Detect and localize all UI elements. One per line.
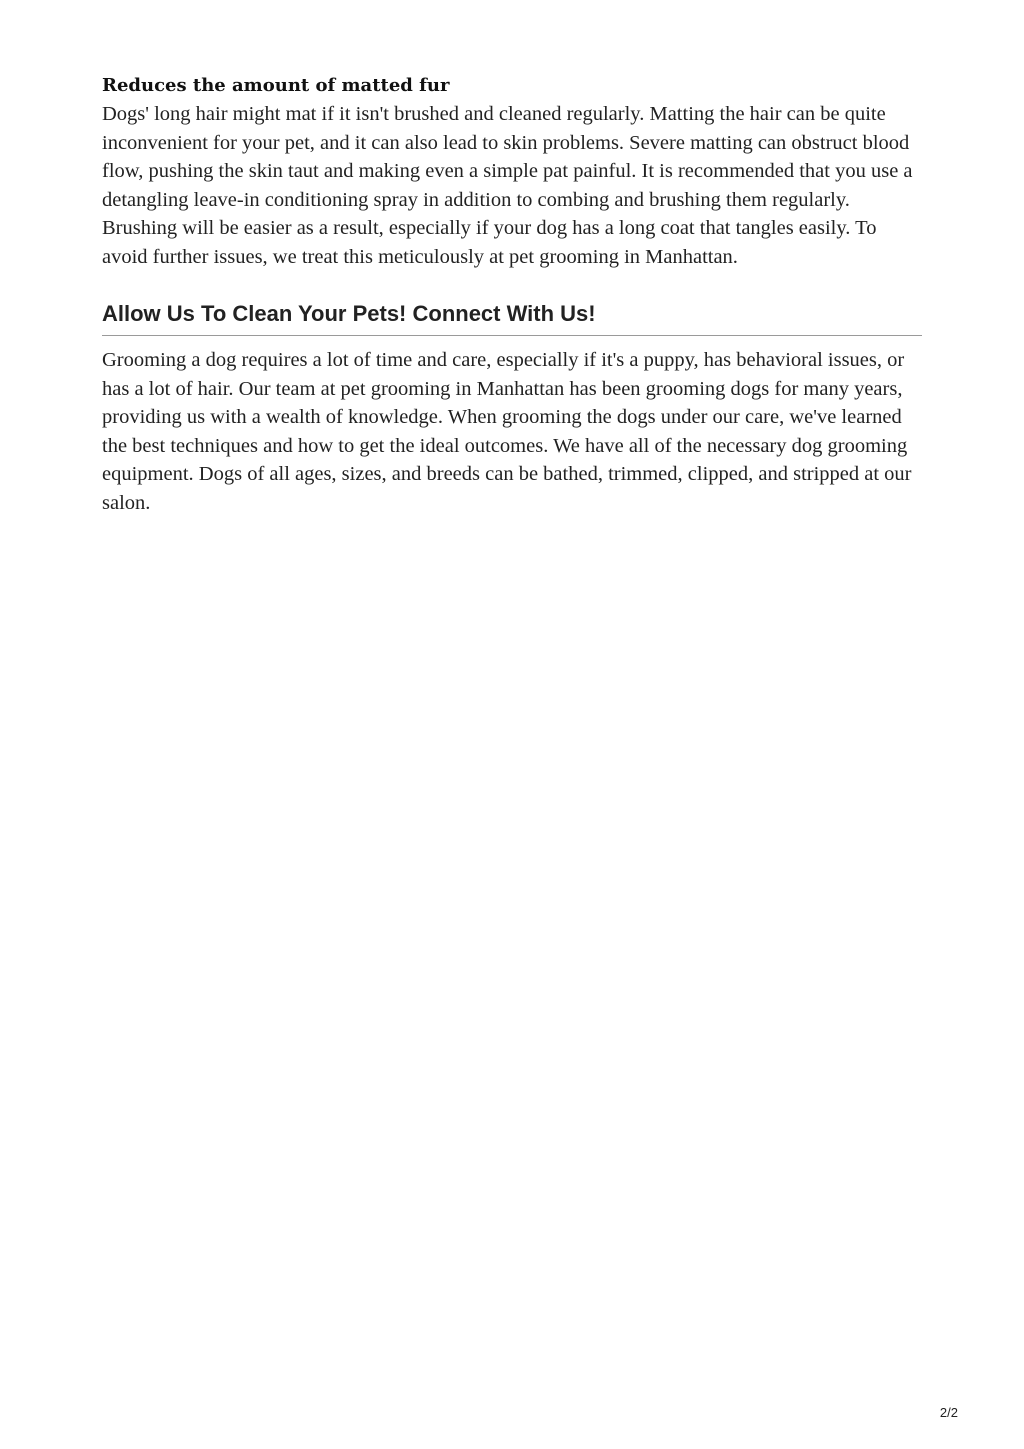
matted-fur-heading: Reduces the amount of matted fur: [102, 75, 450, 96]
connect-section-heading: Allow Us To Clean Your Pets! Connect With Us!: [102, 299, 922, 336]
matted-fur-paragraph: Dogs' long hair might mat if it isn't brushed and cleaned regularly. Matting the hair can be quite inconvenient for your pet, and it can also lead to skin problems. Severe matting can obstruct blood flow, pushing the skin taut and making even a simple pat painful. It is recommended that you use a detangling leave-in conditioning spray in addition to combing and brushing them regularly. Brushing will be easier as a result, especially if your dog has a long coat that tangles easily. To avoid further issues, we treat this meticulously at pet grooming in Manhattan.: [102, 103, 913, 268]
document-page: [102, 72, 922, 517]
page-number: 2/2: [939, 1405, 958, 1420]
connect-section-paragraph: Grooming a dog requires a lot of time and care, especially if it's a puppy, has behavioral issues, or has a lot of hair. Our team at pet grooming in Manhattan has been grooming dogs for many years, providing us with a wealth of knowledge. When grooming the dogs under our care, we've learned the best techniques and how to get the ideal outcomes. We have all of the necessary dog grooming equipment. Dogs of all ages, sizes, and breeds can be bathed, trimmed, clipped, and stripped at our salon.: [102, 349, 912, 514]
